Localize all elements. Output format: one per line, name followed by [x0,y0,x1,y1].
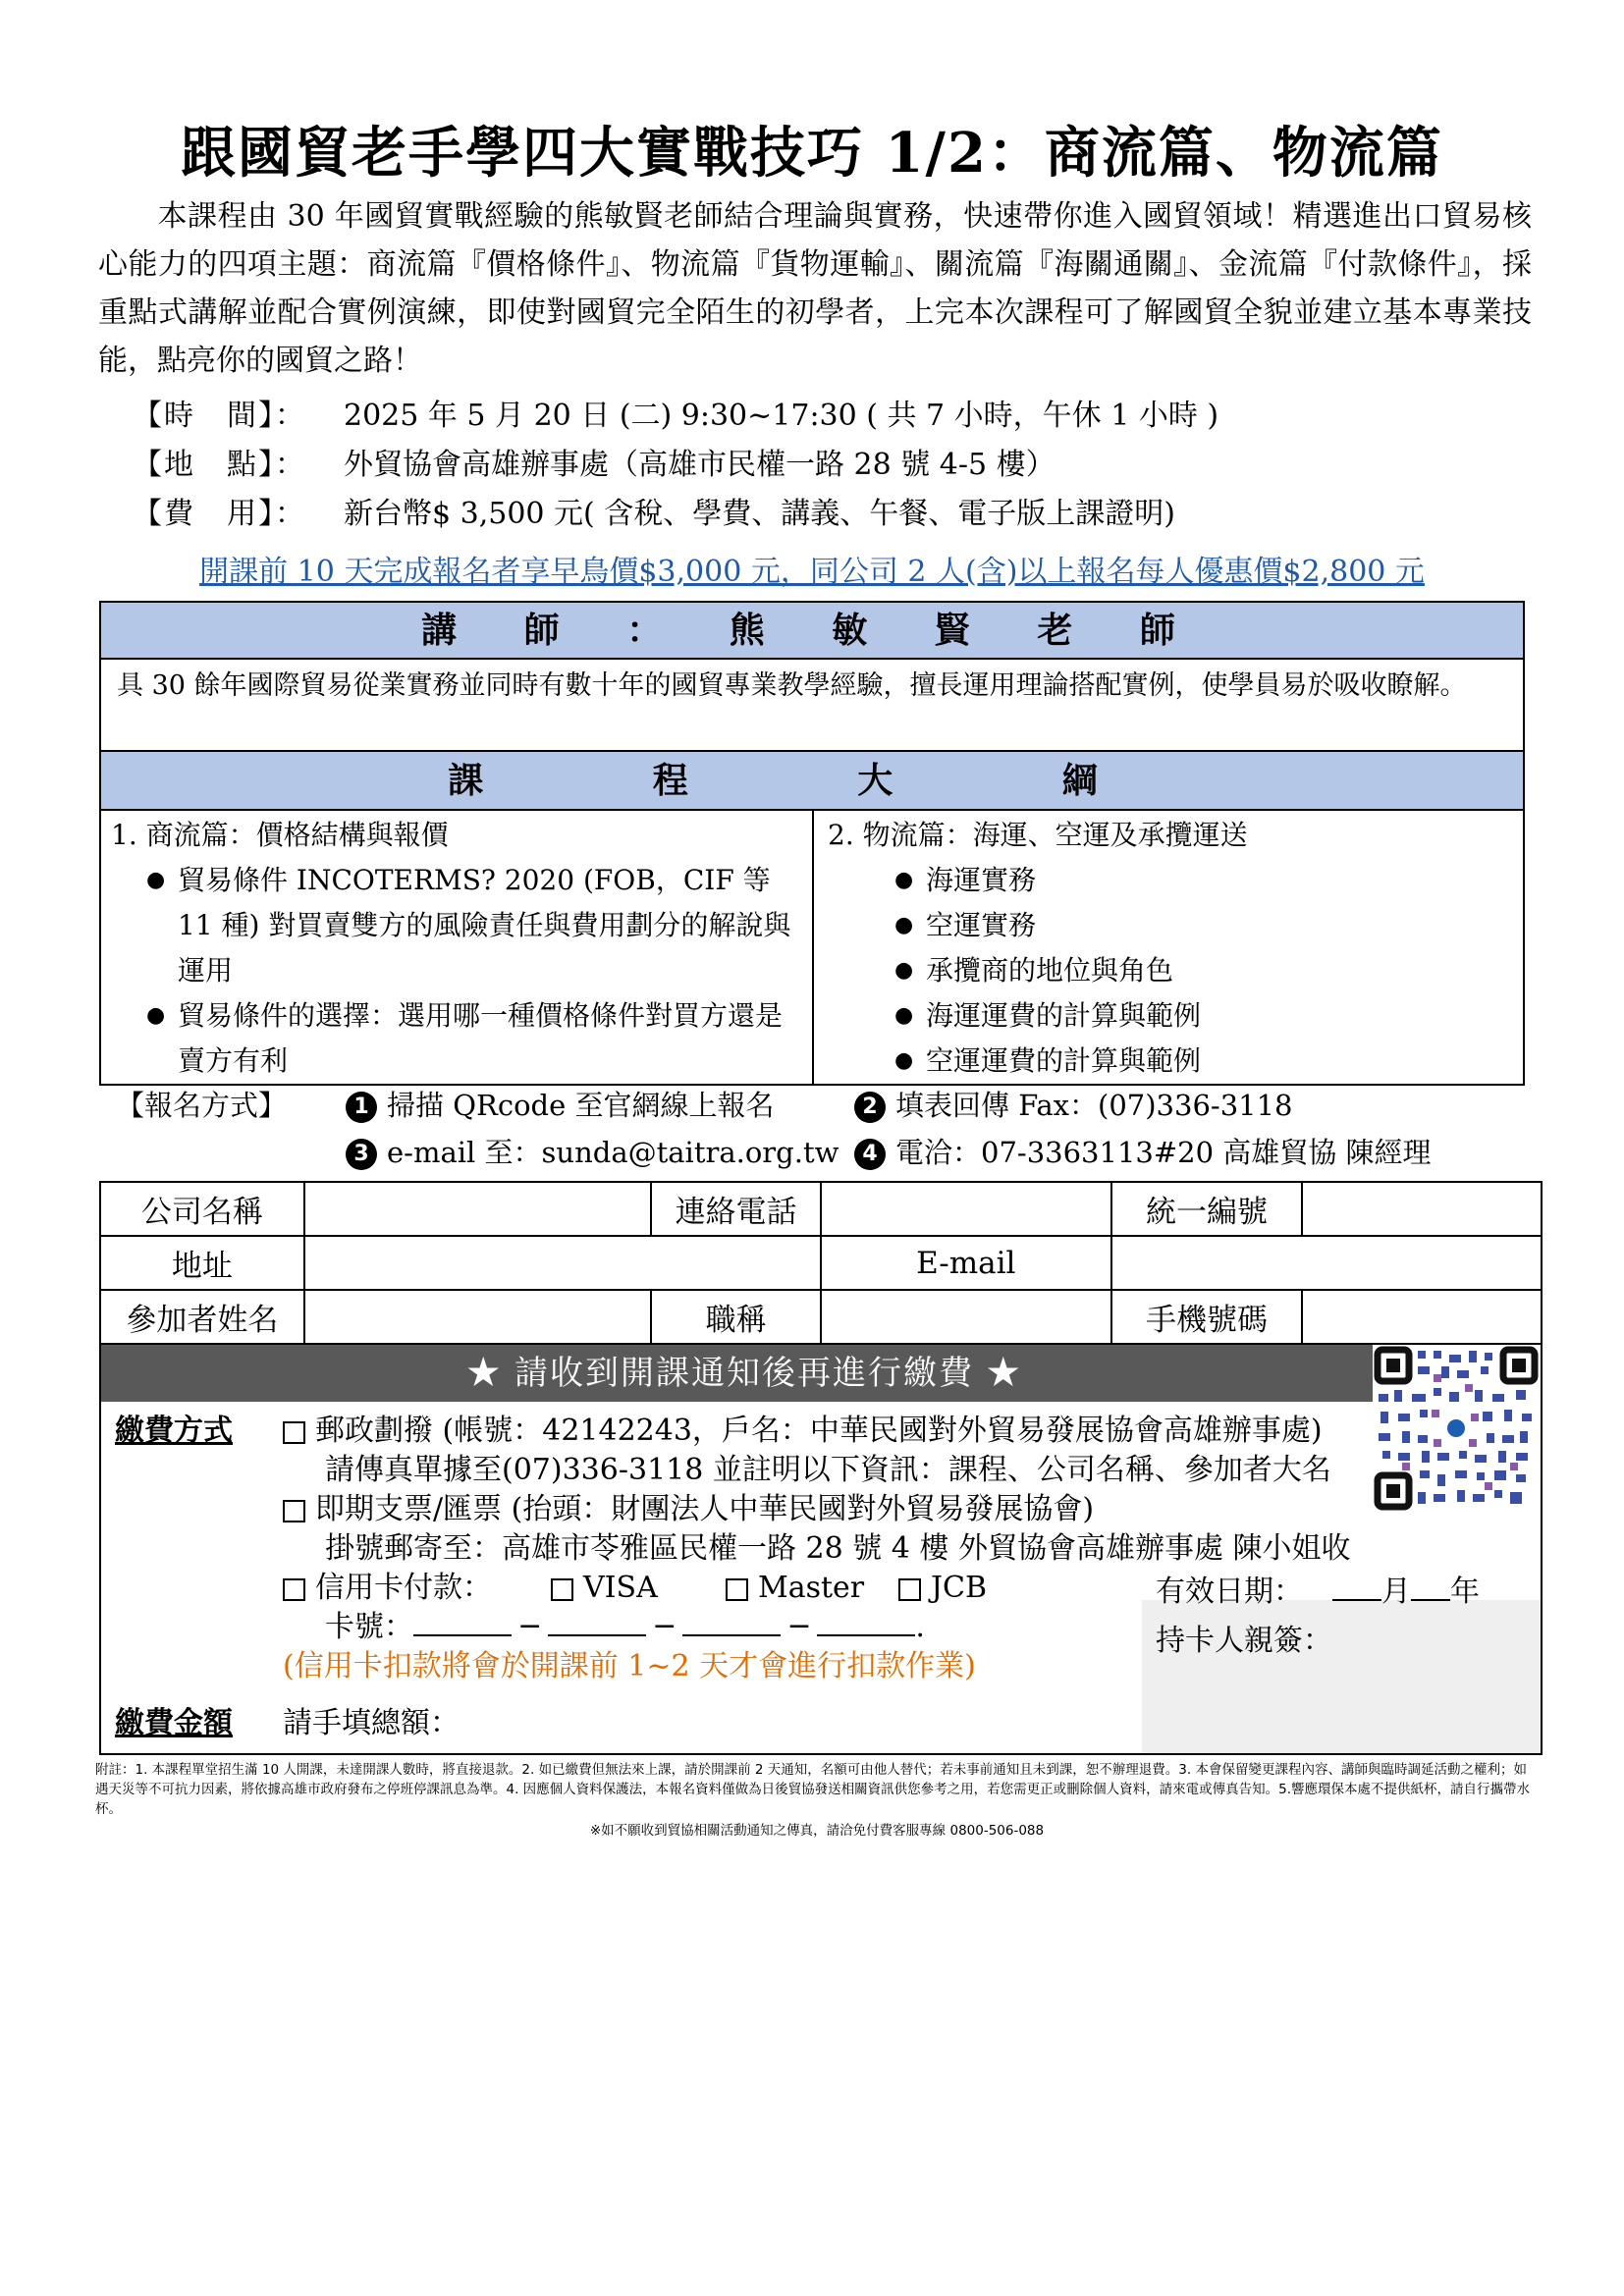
teacher-header: 講 師 ： 熊 敏 賢 老 師 [101,603,1523,660]
outline-right [814,811,1523,1084]
postal-text: 郵政劃撥 (帳號：42142243，戶名：中華民國對外貿易發展協會高雄辦事處) [315,1414,1323,1448]
registration-method-1 [346,1084,774,1127]
attendee-field[interactable] [304,1290,651,1344]
number-1-icon: 1 [346,1092,377,1123]
address-field[interactable] [304,1236,821,1290]
page-title: 跟國貿老手學四大實戰技巧 1/2：商流篇、物流篇 [181,121,1443,186]
position-label: 職稱 [651,1290,821,1344]
number-3-icon: 3 [346,1139,377,1170]
registration-method-3 [346,1131,839,1174]
footnote-main: 附註：1. 本課程單堂招生滿 10 人開課，未達開課人數時，將直接退款。2. 如已繳費但無法來上課，請於開課前 2 天通知，名額可由他人替代；若未事前通知且未到課，恕不辦理退費。3. 本會保留變更課程內容、講師與臨時調延活動之權利；如遇天災等不可抗力因素，將依據高雄市政府發布之停班停課訊息為準。4. 因應個人資料保護法，本報名資料僅做為日後貿協發送相關資訊供您參考之用，若您需更正或刪除個人資料，請來電或傳真告知。5.響應環保本處不提供紙杯，請自行攜帶水杯。 [95,1762,1531,1817]
registration-form [99,1181,1543,1345]
outline-left [101,811,814,1084]
master-option[interactable] [726,1569,864,1608]
amount-field[interactable]: 請手填總額： [283,1706,460,1740]
company-field[interactable] [304,1182,651,1236]
tax-id-field[interactable] [1302,1182,1542,1236]
visa-checkbox[interactable] [551,1578,573,1601]
card-note: (信用卡扣款將會於開課前 1~2 天才會進行扣款作業) [283,1649,976,1683]
qr-code-icon[interactable] [1373,1345,1540,1512]
outline-right-item: ● 空運運費的計算與範例 [828,1039,1509,1084]
info-fee [133,495,1175,534]
early-bird-link[interactable] [0,547,1624,590]
number-2-icon: 2 [854,1092,886,1123]
footnotes [95,1760,1539,1841]
method-2-text: 填表回傳 Fax：(07)336-3118 [895,1089,1293,1122]
expiry-field[interactable] [1156,1573,1480,1612]
outline-left-item: ● 貿易條件的選擇：選用哪一種價格條件對買方還是賣方有利 [111,993,802,1084]
postal-option[interactable] [283,1412,1323,1451]
card-checkbox[interactable] [283,1578,305,1601]
outline-right-item: ● 空運實務 [828,903,1509,948]
position-field[interactable] [821,1290,1111,1344]
master-checkbox[interactable] [726,1578,748,1601]
registration-method-4 [854,1131,1432,1174]
check-checkbox[interactable] [283,1500,305,1522]
place-value: 外貿協會高雄辦事處（高雄市民權一路 28 號 4-5 樓） [344,448,1056,482]
card-option[interactable] [283,1569,492,1608]
visa-option[interactable] [551,1569,658,1608]
card-text: 信用卡付款： [315,1571,492,1605]
info-time [133,397,1218,436]
jcb-option[interactable] [898,1569,987,1608]
check-text: 即期支票/匯票 (抬頭：財團法人中華民國對外貿易發展協會) [315,1492,1095,1526]
card-number-field[interactable]: 卡號： ─ ─ ─ . [325,1610,925,1644]
teacher-box [99,601,1525,752]
email-label: E-mail [821,1236,1111,1290]
method-4-text: 電洽：07-3363113#20 高雄貿協 陳經理 [895,1136,1432,1169]
outline-left-item: ● 貿易條件 INCOTERMS? 2020 (FOB，CIF 等 11 種) 對買賣雙方的風險責任與費用劃分的解說與運用 [111,858,802,993]
method-3-text[interactable]: e-mail 至：sunda@taitra.org.tw [387,1136,839,1169]
outline-right-item: ● 海運運費的計算與範例 [828,993,1509,1039]
number-4-icon: 4 [854,1139,886,1170]
master-text: Master [758,1571,865,1605]
course-intro [98,192,1532,385]
phone-field[interactable] [821,1182,1111,1236]
expiry-month-label: 月 [1381,1575,1411,1609]
outline-right-title: 2. 物流篇：海運、空運及承攬運送 [828,819,1248,851]
check-note: 掛號郵寄至：高雄市苓雅區民權一路 28 號 4 樓 外貿協會高雄辦事處 陳小姐收 [325,1531,1351,1566]
jcb-checkbox[interactable] [898,1578,921,1601]
intro-text: 本課程由 30 年國貿實戰經驗的熊敏賢老師結合理論與實務，快速帶你進入國貿領域！精選進出口貿易核心能力的四項主題：商流篇『價格條件』、物流篇『貨物運輸』、關流篇『海關通關』、金流篇『付款條件』，採重點式講解並配合實例演練，即使對國貿完全陌生的初學者，上完本次課程可了解國貿全貌並建立基本專業技能，點亮你的國貿之路！ [98,199,1532,378]
payment-section [99,1343,1543,1755]
postal-checkbox[interactable] [283,1421,305,1444]
tax-id-label: 統一編號 [1111,1182,1303,1236]
place-label: 【地 點】： [133,448,306,482]
registration-label: 【報名方式】 [116,1089,288,1122]
amount-label: 繳費金額 [115,1706,233,1740]
outline-header: 課 程 大 綱 [101,752,1523,811]
card-number-label: 卡號： [325,1610,413,1644]
visa-text: VISA [583,1571,658,1605]
mobile-field[interactable] [1302,1290,1542,1344]
outline-left-title: 1. 商流篇：價格結構與報價 [111,819,449,851]
payment-method-label: 繳費方式 [115,1414,233,1448]
check-option[interactable] [283,1490,1094,1529]
footnote-footer: ※如不願收到貿協相關活動通知之傳真，請洽免付費客服專線 0800-506-088 [589,1823,1045,1839]
outline-right-item: ● 承攬商的地位與角色 [828,948,1509,993]
fee-label: 【費 用】： [133,497,306,531]
signature-label: 持卡人親簽： [1156,1624,1332,1658]
time-label: 【時 間】： [133,399,306,433]
outline-box [99,750,1525,1086]
attendee-label: 參加者姓名 [100,1290,304,1344]
company-label: 公司名稱 [100,1182,304,1236]
jcb-text: JCB [931,1571,988,1605]
registration-method-2 [854,1084,1293,1127]
time-value: 2025 年 5 月 20 日 (二) 9:30~17:30 ( 共 7 小時，午休 1 小時 ) [344,399,1219,433]
fee-value: 新台幣$ 3,500 元( 含稅、學費、講義、午餐、電子版上課證明) [344,497,1175,531]
outline-right-item: ● 海運實務 [828,858,1509,903]
phone-label: 連絡電話 [651,1182,821,1236]
expiry-label: 有效日期： [1156,1575,1303,1609]
teacher-bio: 具 30 餘年國際貿易從業實務並同時有數十年的國貿專業教學經驗，擅長運用理論搭配實例，使學員易於吸收瞭解。 [117,670,1467,701]
postal-note: 請傳真單據至(07)336-3118 並註明以下資訊：課程、公司名稱、參加者大名 [325,1453,1331,1487]
email-field[interactable] [1111,1236,1542,1290]
payment-header: ★ 請收到開課通知後再進行繳費 ★ [101,1345,1387,1402]
method-1-text: 掃描 QRcode 至官網線上報名 [387,1089,775,1122]
info-place [133,446,1056,485]
expiry-year-label: 年 [1450,1575,1480,1609]
early-bird-text[interactable]: 開課前 10 天完成報名者享早鳥價$3,000 元，同公司 2 人(含)以上報名每人優惠價$2,800 元 [199,555,1425,589]
mobile-label: 手機號碼 [1111,1290,1303,1344]
address-label: 地址 [100,1236,304,1290]
